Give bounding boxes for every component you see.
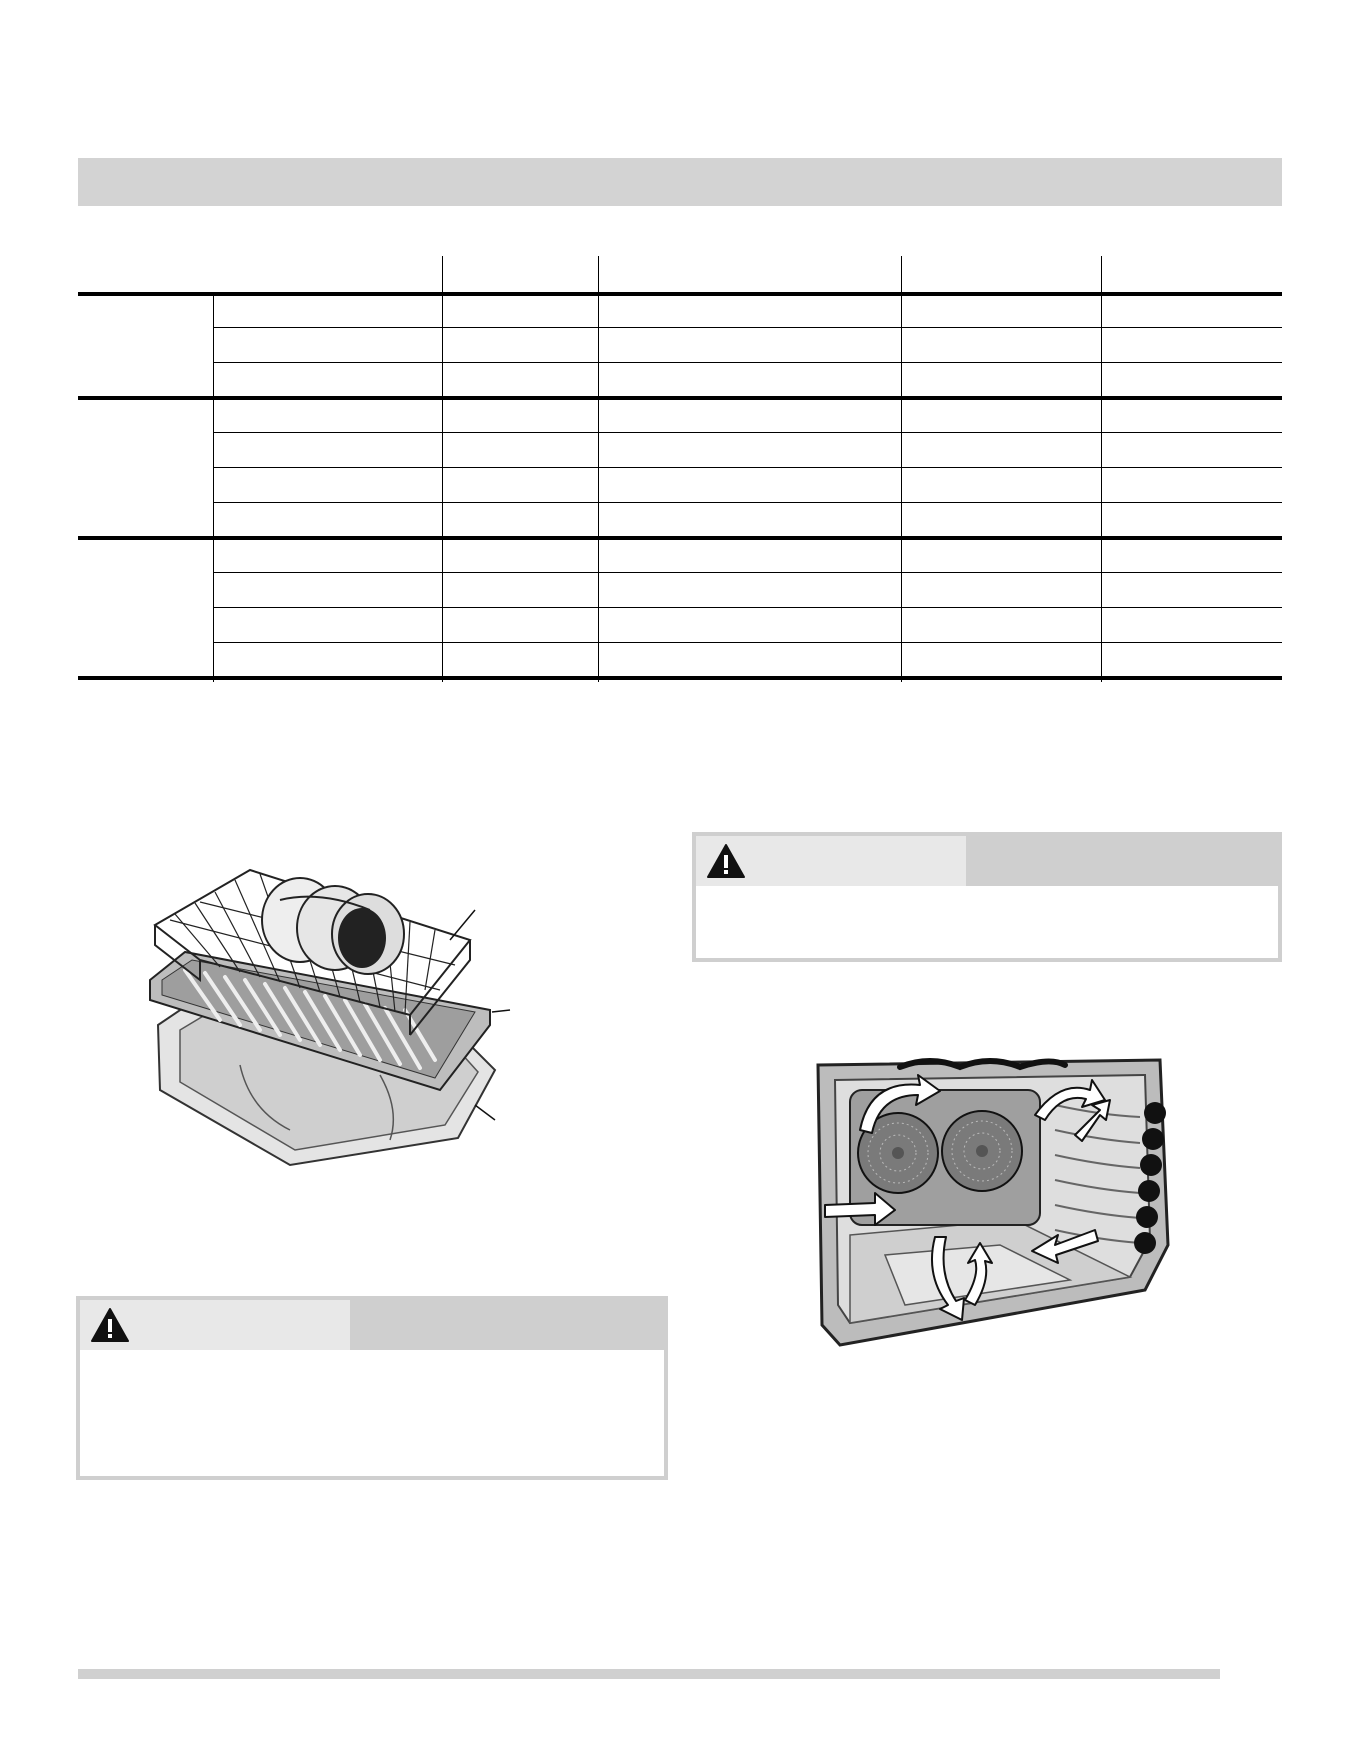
table-divider bbox=[598, 256, 599, 682]
table-rule bbox=[213, 642, 1282, 643]
table-rule bbox=[213, 432, 1282, 433]
table-group-label bbox=[78, 540, 208, 574]
warning-box-right bbox=[692, 832, 1282, 962]
warning-header bbox=[80, 1300, 664, 1350]
table-divider bbox=[1101, 256, 1102, 682]
warning-triangle-icon bbox=[706, 842, 746, 880]
table-rule bbox=[213, 467, 1282, 468]
table-rule bbox=[213, 327, 1282, 328]
table-header-time-2 bbox=[1094, 256, 1274, 290]
table-rule-group bbox=[78, 536, 1282, 540]
meat-roast bbox=[262, 878, 404, 974]
callout-line-rack bbox=[450, 910, 475, 940]
fan-right bbox=[942, 1111, 1022, 1191]
warning-triangle-icon bbox=[90, 1306, 130, 1344]
table-rule bbox=[213, 362, 1282, 363]
table-divider bbox=[442, 256, 443, 682]
footer-bar bbox=[78, 1669, 1220, 1679]
table-header-setting bbox=[598, 256, 888, 290]
callout-line-insert bbox=[492, 1010, 510, 1012]
table-group-label bbox=[78, 296, 208, 330]
section-header-bar bbox=[78, 158, 1282, 206]
broil-pan-illustration bbox=[140, 820, 520, 1170]
table-rule-group bbox=[78, 396, 1282, 400]
table-rule bbox=[213, 607, 1282, 608]
table-divider bbox=[213, 292, 214, 682]
table-header-time-1 bbox=[894, 256, 1084, 290]
table-header-rack bbox=[442, 256, 592, 290]
warning-box-left bbox=[76, 1296, 668, 1480]
table-group-label bbox=[78, 400, 208, 434]
broiling-table bbox=[78, 256, 1282, 682]
callout-line-pan bbox=[475, 1105, 495, 1120]
table-divider bbox=[901, 256, 902, 682]
table-rule bbox=[213, 502, 1282, 503]
oven-convection-illustration bbox=[800, 1055, 1190, 1355]
warning-header bbox=[696, 836, 1278, 886]
table-rule-bottom bbox=[78, 676, 1282, 680]
table-header-food bbox=[78, 256, 438, 290]
table-rule-top bbox=[78, 292, 1282, 296]
table-rule bbox=[213, 572, 1282, 573]
